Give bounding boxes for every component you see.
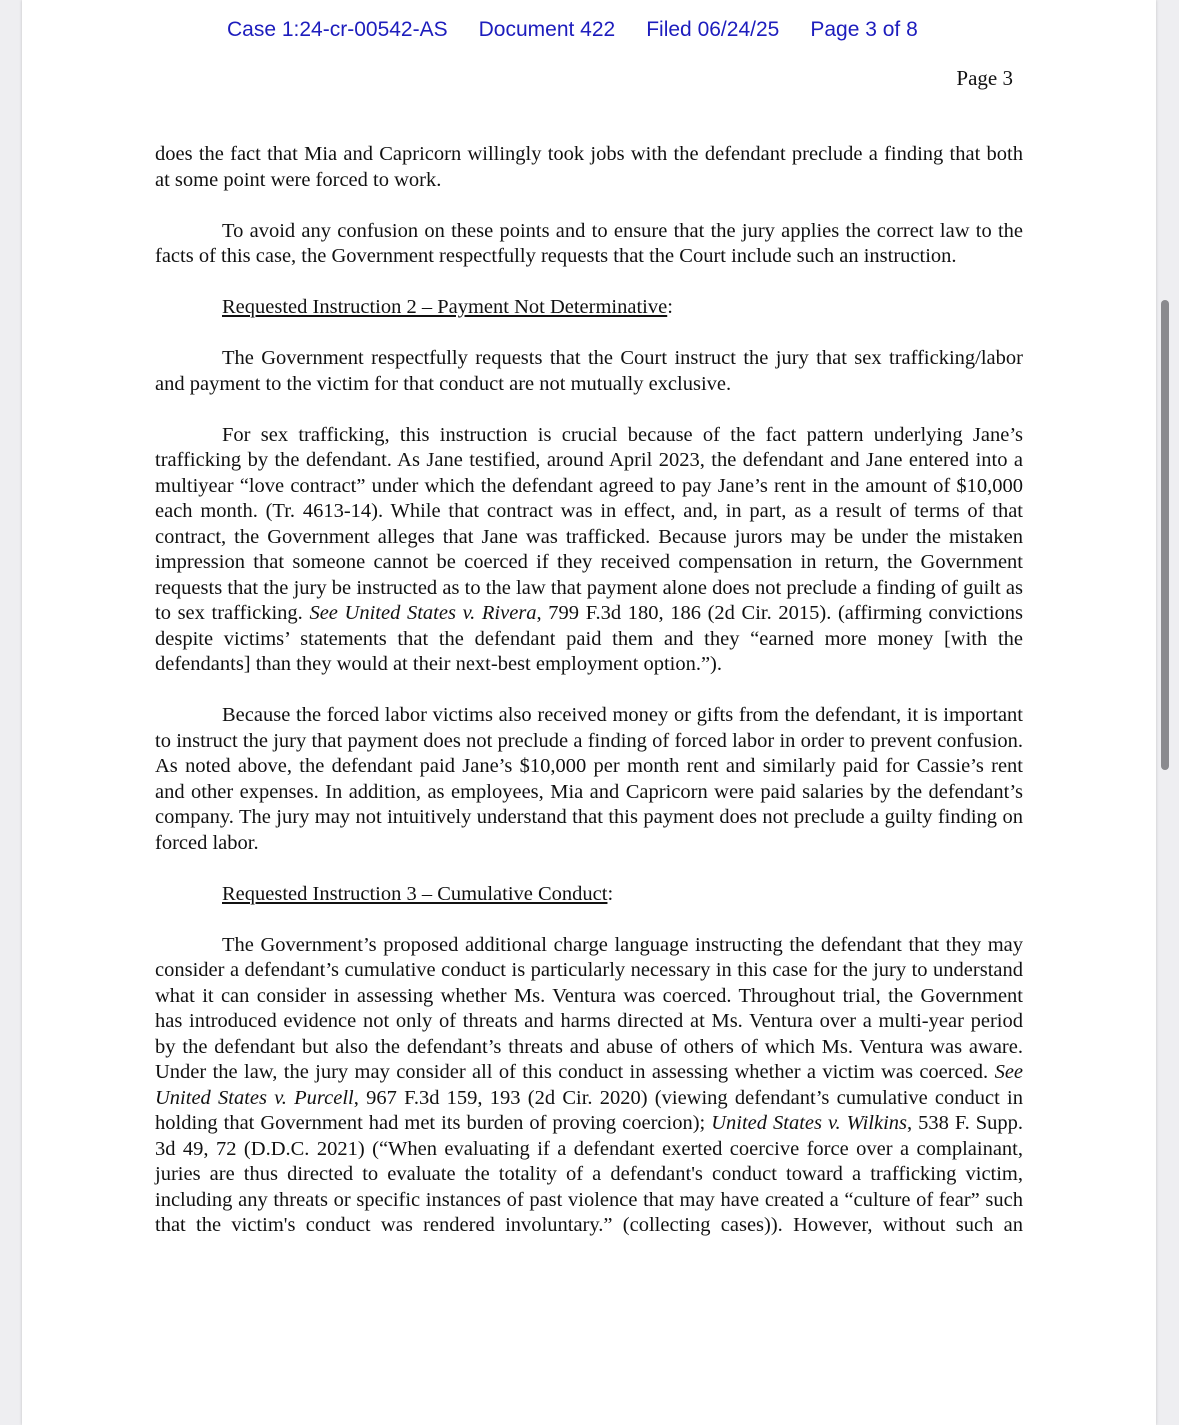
document-page bbox=[22, 0, 1156, 1425]
paragraph bbox=[155, 933, 1023, 1239]
citation: United States v. Wilkins bbox=[711, 1112, 907, 1134]
paragraph bbox=[155, 423, 1023, 678]
paragraph-text: , 799 F.3d 180, 186 (2d Cir. 2015). (affirming convictions despite victims’ statements that the defendant paid them and they “earned more money [with the defendants] than they would at their next-best employment option.”). bbox=[155, 602, 1023, 675]
ecf-header-stamp bbox=[227, 18, 918, 46]
document-number: Document 422 bbox=[478, 18, 616, 41]
citation: See United States v. Rivera bbox=[309, 602, 537, 624]
vertical-scrollbar[interactable] bbox=[1161, 300, 1169, 770]
paragraph: does the fact that Mia and Capricorn willingly took jobs with the defendant preclude a finding that both at some point were forced to work. bbox=[155, 143, 1023, 191]
paragraph-text: , 967 F.3d 159, 193 (2d Cir. 2020) (viewing defendant’s cumulative conduct in holding that Government had met its burden of proving coercion); bbox=[155, 1086, 1023, 1134]
filed-date: Filed 06/24/25 bbox=[646, 18, 780, 41]
document-body bbox=[155, 142, 1023, 1239]
paragraph: To avoid any confusion on these points and to ensure that the jury applies the correct law to the facts of this case, the Government respectfully requests that the Court include such an instruction. bbox=[155, 219, 1023, 267]
section-heading: Requested Instruction 2 – Payment Not Determinative: bbox=[222, 296, 673, 318]
paragraph-text: For sex trafficking, this instruction is crucial because of the fact pattern underlying Jane’s trafficking by the defendant. As Jane testified, around April 2023, the defendant and Jane entered into a multiyear “love contract” under which the defendant agreed to pay Jane’s rent in the amount of $10,000 each month. (Tr. 4613-14). While that contract was in effect, and, in part, as a result of terms of that contract, the Government alleges that Jane was trafficked. Because jurors may be under the mistaken impression that someone cannot be coerced if they received compensation in return, the Government requests that the jury be instructed as to the law that payment alone does not preclude a finding of guilt as to sex trafficking. bbox=[155, 423, 1023, 624]
paragraph: Because the forced labor victims also received money or gifts from the defendant, it is important to instruct the jury that payment does not preclude a finding of forced labor in order to prevent confusion. As noted above, the defendant paid Jane’s $10,000 per month rent and similarly paid for Cassie’s rent and other expenses. In addition, as employees, Mia and Capricorn were paid salaries by the defendant’s company. The jury may not intuitively understand that this payment does not preclude a guilty finding on forced labor. bbox=[155, 704, 1023, 854]
heading-text: Requested Instruction 2 – Payment Not Determinative bbox=[222, 296, 668, 318]
paragraph-text: The Government’s proposed additional charge language instructing the defendant that they may consider a defendant’s cumulative conduct is particularly necessary in this case for the jury to understand what it can consider in assessing whether Ms. Ventura was coerced. Throughout trial, the Government has introduced evidence not only of threats and harms directed at Ms. Ventura over a multi-year period by the defendant but also the defendant’s threats and abuse of others of which Ms. Ventura was aware. Under the law, the jury may consider all of this conduct in assessing whether a victim was coerced. bbox=[155, 933, 1023, 1083]
case-number: Case 1:24-cr-00542-AS bbox=[227, 18, 448, 41]
page-label: Page 3 bbox=[956, 66, 1013, 90]
heading-text: Requested Instruction 3 – Cumulative Conduct bbox=[222, 882, 608, 905]
page-of: Page 3 of 8 bbox=[810, 18, 918, 41]
section-heading: Requested Instruction 3 – Cumulative Conduct: bbox=[222, 882, 614, 905]
paragraph-text: , 538 F. Supp. 3d 49, 72 (D.D.C. 2021) (“When evaluating if a defendant exerted coercive force over a complainant, juries are thus directed to evaluate the totality of a defendant's conduct toward a trafficking victim, including any threats or specific instances of past violence that may have created a “culture of fear” such that the victim's conduct was rendered involuntary.” (collecting cases)). However, without such an bbox=[155, 1112, 1023, 1236]
paragraph: The Government respectfully requests that the Court instruct the jury that sex trafficking/labor and payment to the victim for that conduct are not mutually exclusive. bbox=[155, 347, 1023, 395]
citation: See United States v. Purcell bbox=[155, 1061, 1024, 1109]
